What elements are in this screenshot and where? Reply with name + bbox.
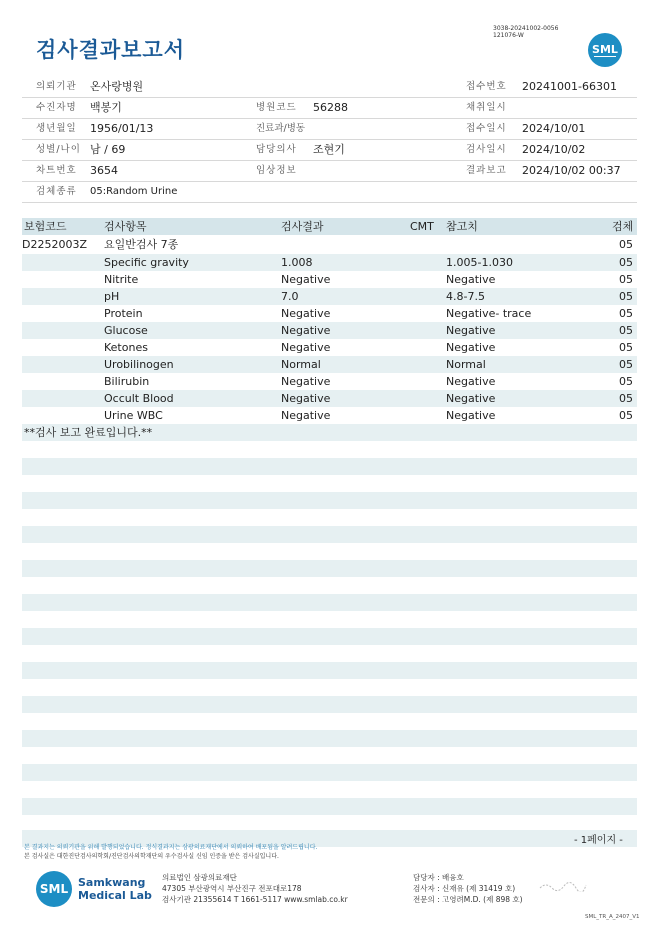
page-number: - 1페이지 - — [574, 835, 623, 846]
row-result: Negative — [281, 375, 331, 388]
org-address-line: 검사기관 21355614 T 1661-5117 www.smlab.co.kr — [162, 895, 348, 904]
collect-date-label: 채취일시 — [466, 102, 507, 113]
table-row — [22, 322, 637, 339]
row-specimen: 05 — [619, 324, 633, 337]
empty-row — [22, 594, 637, 611]
empty-row — [22, 526, 637, 543]
group-item: 요일반검사 7종 — [104, 238, 179, 251]
row-item: Bilirubin — [104, 375, 150, 388]
group-code: D2252003Z — [22, 238, 87, 251]
staff-line: 담당자 : 배융호 — [413, 873, 464, 882]
row-result: Negative — [281, 324, 331, 337]
dept-label: 진료과/병동 — [256, 123, 306, 134]
header-item: 검사항목 — [104, 220, 147, 233]
document-id-line1: 3038-20241002-0056 — [493, 25, 559, 32]
table-row — [22, 339, 637, 356]
row-ref: Negative — [446, 375, 496, 388]
row-item: Urobilinogen — [104, 358, 174, 371]
row-ref: Negative — [446, 341, 496, 354]
birth-label: 생년월일 — [36, 123, 77, 134]
row-specimen: 05 — [619, 358, 633, 371]
row-item: Nitrite — [104, 273, 139, 286]
receipt-date-label: 접수일시 — [466, 123, 507, 134]
chart-no-value: 3654 — [90, 164, 118, 177]
patient-label: 수진자명 — [36, 102, 77, 113]
report-date-value: 2024/10/02 00:37 — [522, 164, 621, 177]
org-address-line: 47305 부산광역시 부산진구 전포대로178 — [162, 884, 302, 893]
row-result: 1.008 — [281, 256, 313, 269]
org-name — [78, 876, 152, 902]
row-specimen: 05 — [619, 290, 633, 303]
page-title: 검사결과보고서 — [36, 38, 186, 62]
row-result: 7.0 — [281, 290, 299, 303]
staff-line: 검사자 : 신재유 (제 31419 호) — [413, 884, 516, 893]
empty-row — [22, 798, 637, 815]
completion-note: **검사 보고 완료입니다.** — [24, 426, 153, 439]
empty-row — [22, 696, 637, 713]
table-row — [22, 407, 637, 424]
empty-row — [22, 458, 637, 475]
table-row — [22, 271, 637, 288]
row-specimen: 05 — [619, 375, 633, 388]
test-date-label: 검사일시 — [466, 144, 507, 155]
row-ref: Negative — [446, 392, 496, 405]
doctor-label: 담당의사 — [256, 144, 297, 155]
header-ref: 참고치 — [446, 220, 478, 233]
info-row — [22, 182, 637, 203]
report-date-label: 결과보고 — [466, 165, 507, 176]
sml-footer-logo-icon: SML — [36, 871, 72, 907]
row-ref: Normal — [446, 358, 486, 371]
row-specimen: 05 — [619, 392, 633, 405]
birth-value: 1956/01/13 — [90, 122, 154, 135]
empty-row — [22, 730, 637, 747]
empty-row — [22, 560, 637, 577]
sex-age-value: 남 / 69 — [90, 143, 126, 156]
row-specimen: 05 — [619, 256, 633, 269]
empty-row — [22, 628, 637, 645]
doctor-value: 조현기 — [313, 143, 345, 156]
staff-line: 전문의 : 고영려M.D. (제 898 호) — [413, 895, 523, 904]
group-specimen: 05 — [619, 238, 633, 251]
completion-row — [22, 424, 637, 441]
row-result: Negative — [281, 341, 331, 354]
header-specimen: 검체 — [612, 220, 634, 233]
row-specimen: 05 — [619, 307, 633, 320]
document-id — [493, 25, 558, 39]
org-address — [162, 872, 348, 905]
empty-row — [22, 764, 637, 781]
footer-notice: 본 결과지는 의뢰기관을 위해 발행되었습니다. 정식결과지는 삼광의료재단에서 의뢰하여 배포됨을 알려드립니다. — [24, 844, 318, 851]
empty-row — [22, 492, 637, 509]
org-name-line2: Medical Lab — [78, 889, 152, 902]
table-row — [22, 373, 637, 390]
clinical-label: 임상정보 — [256, 165, 297, 176]
results-table-header — [22, 218, 637, 235]
table-row — [22, 390, 637, 407]
info-row — [22, 140, 637, 161]
empty-row — [22, 662, 637, 679]
row-item: Glucose — [104, 324, 148, 337]
row-result: Normal — [281, 358, 321, 371]
row-ref: 4.8-7.5 — [446, 290, 485, 303]
row-ref: Negative — [446, 273, 496, 286]
info-row — [22, 98, 637, 119]
table-row — [22, 254, 637, 271]
table-row — [22, 288, 637, 305]
header-cmt: CMT — [410, 220, 434, 233]
hospital-code-label: 병원코드 — [256, 102, 297, 113]
test-date-value: 2024/10/02 — [522, 143, 586, 156]
footer-certification: 본 검사실은 대한진단검사의학회/진단검사의학재단의 우수검사실 신임 인증을 받은 검사실입니다. — [24, 853, 279, 860]
row-item: Urine WBC — [104, 409, 163, 422]
receipt-no-value: 20241001-66301 — [522, 80, 617, 93]
group-row — [22, 236, 637, 253]
hospital-label: 의뢰기관 — [36, 81, 77, 92]
header-code: 보험코드 — [24, 220, 67, 233]
form-code: SML_TR_A_2407_V1 — [585, 914, 640, 920]
table-row — [22, 305, 637, 322]
row-ref: Negative — [446, 324, 496, 337]
chart-no-label: 차트번호 — [36, 165, 77, 176]
receipt-no-label: 접수번호 — [466, 81, 507, 92]
header-result: 검사결과 — [281, 220, 324, 233]
row-result: Negative — [281, 409, 331, 422]
info-row — [22, 161, 637, 182]
specimen-label: 검체종류 — [36, 186, 77, 197]
row-ref: Negative — [446, 409, 496, 422]
row-result: Negative — [281, 392, 331, 405]
document-id-line2: 121076-W — [493, 32, 524, 39]
hospital-value: 온사랑병원 — [90, 80, 144, 93]
logo-text: SML — [592, 43, 618, 56]
org-address-line: 의료법인 삼광의료재단 — [162, 873, 237, 882]
hospital-code-value: 56288 — [313, 101, 348, 114]
staff-info — [413, 872, 523, 905]
row-item: Occult Blood — [104, 392, 174, 405]
receipt-date-value: 2024/10/01 — [522, 122, 586, 135]
row-ref: 1.005-1.030 — [446, 256, 513, 269]
row-specimen: 05 — [619, 341, 633, 354]
row-result: Negative — [281, 307, 331, 320]
org-name-line1: Samkwang — [78, 876, 146, 889]
sex-age-label: 성별/나이 — [36, 144, 81, 155]
info-row — [22, 77, 637, 98]
row-result: Negative — [281, 273, 331, 286]
row-ref: Negative- trace — [446, 307, 532, 320]
row-item: Ketones — [104, 341, 148, 354]
specimen-value: 05:Random Urine — [90, 186, 178, 197]
patient-value: 백봉기 — [90, 101, 122, 114]
sml-logo-icon — [588, 33, 622, 67]
row-item: Protein — [104, 307, 143, 320]
signature-mark — [538, 880, 588, 895]
row-specimen: 05 — [619, 409, 633, 422]
table-row — [22, 356, 637, 373]
row-specimen: 05 — [619, 273, 633, 286]
row-item: Specific gravity — [104, 256, 189, 269]
info-row — [22, 119, 637, 140]
row-item: pH — [104, 290, 120, 303]
